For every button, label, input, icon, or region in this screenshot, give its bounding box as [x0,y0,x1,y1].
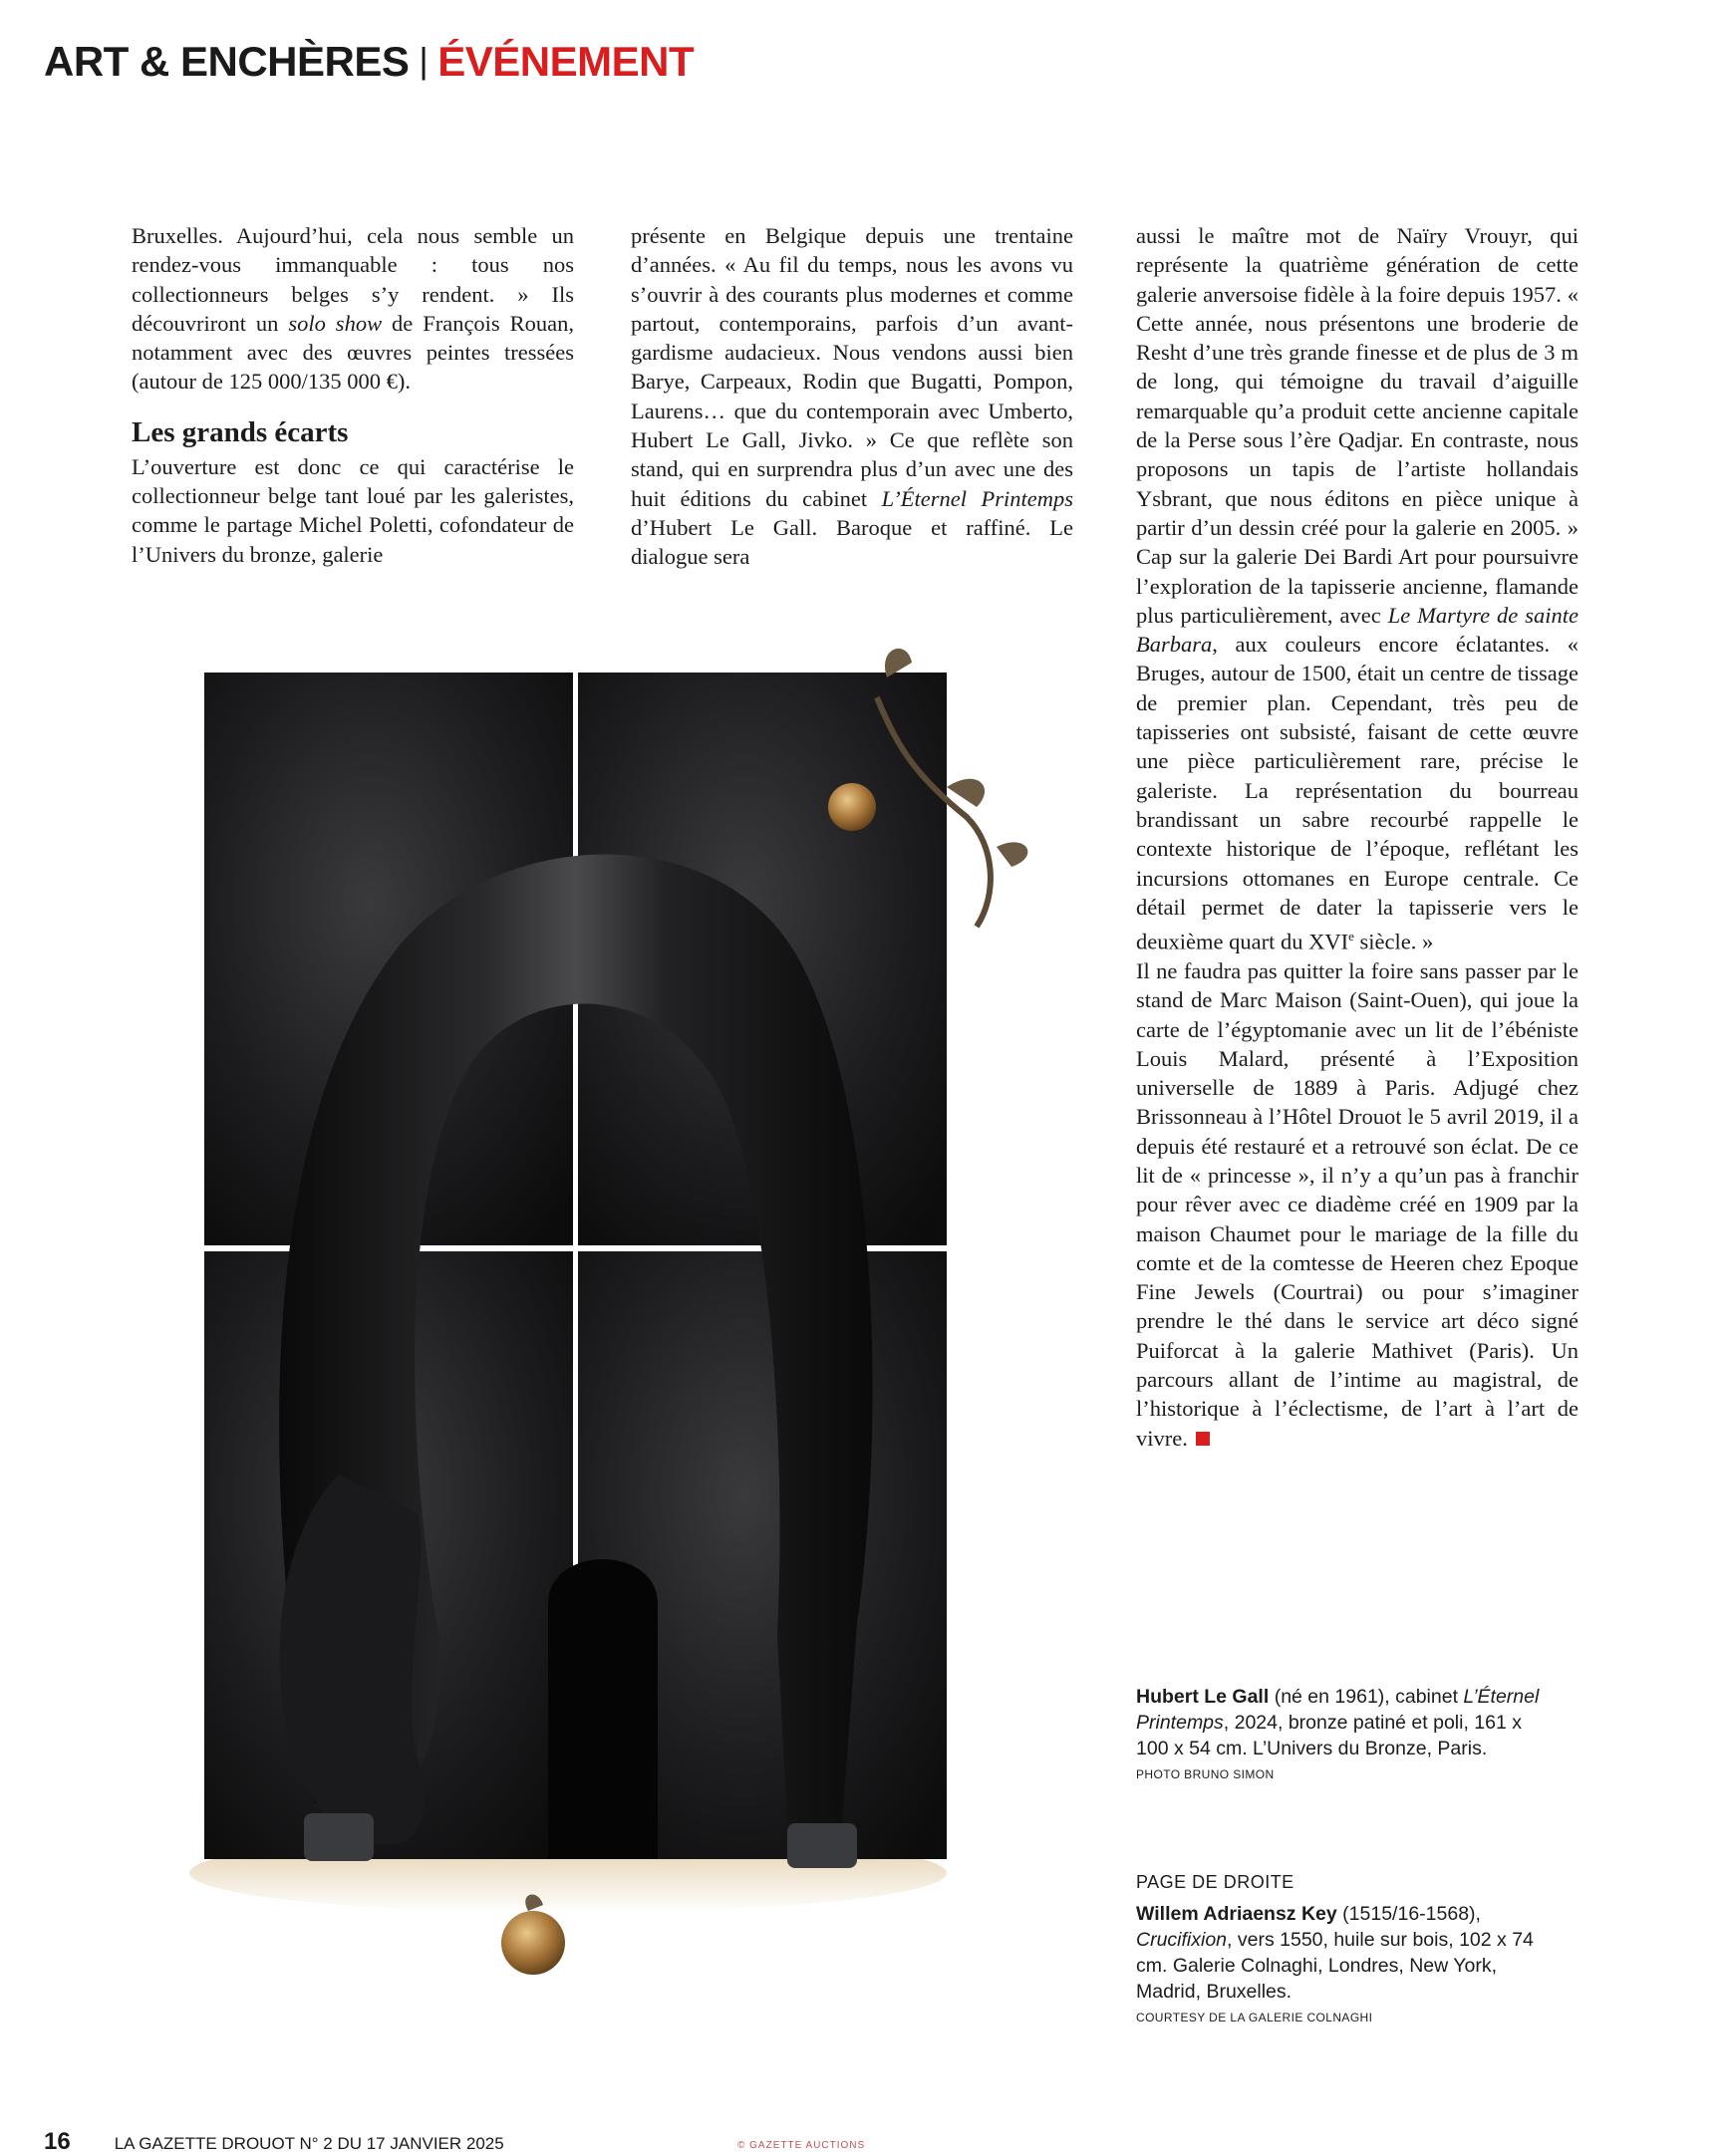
century-numeral: XVI [1308,929,1349,954]
text-run: , aux couleurs encore éclatantes. « Bruges, autour de 1500, était un centre de tissage de premier plan. Cependant, très peu de tapisseries ont subsisté, faisant de cette œuvre une pièce particulièrement rare, précise le galeriste. La représentation du bourreau brandissant un sabre recourbé rappelle le contexte historique de l’époque, reflétant les incursions ottomanes en Europe centrale. Ce détail permet de dater la tapisserie vers le deuxième quart du [1136,632,1579,954]
horse-hoof-left [304,1813,374,1861]
article-column-3 [1136,221,1579,1453]
caption-text [1136,1901,1555,2005]
photo-credit: PHOTO BRUNO SIMON [1136,1767,1275,1781]
text-run: présente en Belgique depuis une trentaine d’années. « Au fil du temps, nous les avons vu s’ouvrir à des courants plus modernes et comme partout, contemporains, parfois d’un avant-gardisme audacieux. Nous vendons aussi bien Barye, Carpeaux, Rodin que Bugatti, Pompon, Laurens… que du contemporain avec Umberto, Hubert Le Gall, Jivko. » Ce que reflète son stand, qui en surprendra plus d’un avec une des huit éditions du cabinet [631,223,1073,511]
paragraph [1136,956,1579,1453]
horse-hoof-right [787,1823,857,1868]
subheading: Les grands écarts [132,415,349,448]
rubric-name: ÉVÉNEMENT [437,38,695,85]
text-run: , vers 1550, huile sur bois, 102 x 74 cm. Galerie Colnaghi, Londres, New York, Madrid, Bruxelles. [1136,1929,1534,2003]
text-run: d’Hubert Le Gall. Baroque et raffiné. Le dialogue sera [631,514,1073,570]
text-run: de François Rouan, notamment avec des œuvres peintes tressées (autour de 125 000/135 000 €). [132,310,574,395]
italic-text: solo show [288,310,383,336]
paragraph [631,221,1073,572]
artwork-title: Crucifixion [1136,1929,1228,1951]
page-number: 16 [44,2128,71,2155]
text-run: , 2024, bronze patiné et poli, 161 x 100 x 54 cm. L’Univers du Bronze, Paris. [1136,1712,1522,1759]
paragraph [1136,221,1579,956]
text-run: Bruxelles. Aujourd’hui, cela nous semble un rendez-vous immanquable : tous nos collectionneurs belges s’y rendent. » Ils découvriront un [132,223,574,336]
artist-name: Hubert Le Gall [1136,1686,1270,1708]
superscript: e [1348,929,1354,944]
italic-text: L’Éternel Printemps [881,485,1073,511]
article-column-2 [631,221,1073,572]
artwork-title: L’Éternel Printemps [1136,1686,1540,1734]
text-run: siècle. » [1353,929,1434,954]
caption-text [1136,1684,1555,1761]
cabinet-illustration [100,618,1096,2032]
article-column-1 [132,221,574,569]
text-run: Il ne faudra pas quitter la foire sans passer par le stand de Marc Maison (Saint-Ouen), qui joue la carte de l’égyptomanie avec un lit de l’ébéniste Louis Malard, présenté à l’Exposition universelle de 1889 à Paris. Adjugé chez Brissonneau à l’Hôtel Drouot le 5 avril 2019, il a depuis été restauré et a retrouvé son éclat. De ce lit de « princesse », il n’y a qu’un pas à franchir pour rêver avec ce diadème créé en 1909 par la maison Chaumet pour le mariage de la fille du comte et de la comtesse de Heeren chez Epoque Fine Jewels (Courtrai) ou pour s’imaginer prendre le thé dans le service art déco signé Puiforcat à la galerie Mathivet (Paris). Un parcours allant de l’intime au magistral, de l’historique à l’éclectisme, de l’art à l’art de vivre. [1136,957,1579,1451]
section-name: ART & ENCHÈRES [44,38,410,85]
caption-tag: PAGE DE DROITE [1136,1872,1294,1892]
page-footer [44,2128,504,2156]
paragraph [132,221,574,397]
end-mark-icon [1196,1432,1210,1446]
arch-opening [548,1559,658,1859]
section-header [44,38,694,86]
publication-line: LA GAZETTE DROUOT N° 2 DU 17 JANVIER 2025 [114,2134,504,2153]
text-run: (1515/16-1568), [1336,1903,1481,1925]
facing-page-caption [1136,1869,1555,2026]
artist-name: Willem Adriaensz Key [1136,1903,1337,1925]
cabinet-photo [100,618,1096,2032]
text-run: (né en 1961), cabinet [1269,1686,1464,1708]
italic-text: Le Martyre de sainte Barbara [1136,602,1579,658]
photo-credit: COURTESY DE LA GALERIE COLNAGHI [1136,2011,1373,2024]
header-separator: | [419,40,429,81]
golden-apple-on-floor [501,1911,565,1975]
copyright-notice: © GAZETTE AUCTIONS [737,2140,866,2151]
text-run: aussi le maître mot de Naïry Vrouyr, qui représente la quatrième génération de cette galerie anversoise fidèle à la foire depuis 1957. « Cette année, nous présentons une broderie de Resht d’une très grande finesse et de plus de 3 m de long, qui témoigne du travail d’aiguille remarquable qu’a produit cette ancienne capitale de la Perse sous l’ère Qadjar. En contraste, nous proposons un tapis de l’artiste hollandais Ysbrant, que nous éditons en pièce unique à partir d’un dessin créé pour la galerie en 2005. » Cap sur la galerie Dei Bardi Art pour poursuivre l’exploration de la tapisserie ancienne, flamande plus particulièrement, avec [1136,223,1579,628]
golden-apple-on-branch [828,783,876,831]
paragraph: L’ouverture est donc ce qui caractérise le collectionneur belge tant loué par les galeristes, comme le partage Michel Poletti, cofondateur de l’Univers du bronze, galerie [132,453,574,567]
photo-caption [1136,1684,1555,1783]
